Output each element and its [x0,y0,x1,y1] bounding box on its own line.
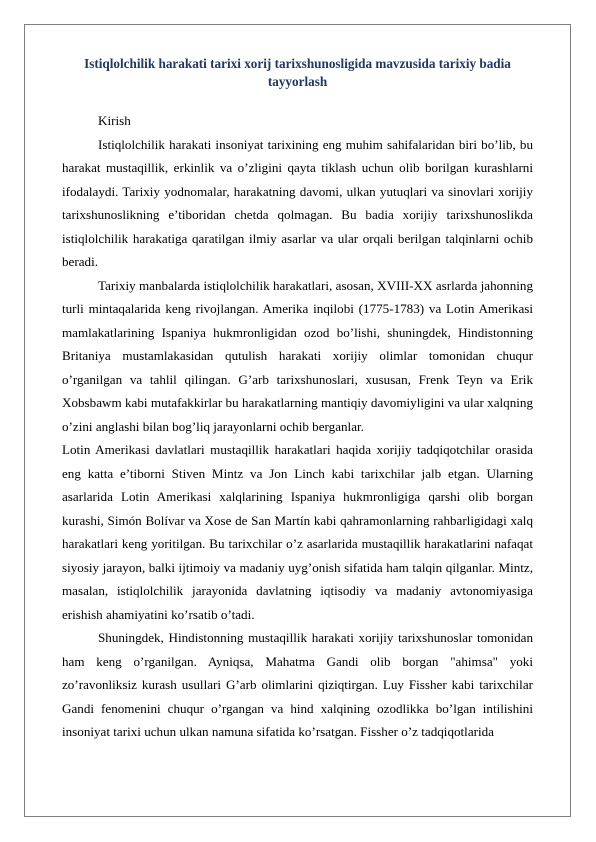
paragraph-latin-america: Lotin Amerikasi davlatlari mustaqillik harakatlari haqida xorijiy tadqiqotchilar orasida eng katta e’tiborni Stiven Mintz va Jon Linch kabi tarixchilar jalb etgan. Ularning asarlarida Lotin Amerikasi xalqlarining Ispaniya hukmronligiga qarshi olib borgan kurashi, Simón Bolívar va Xose de San Martín kabi qahramonlarning rahbarligidagi xalq harakatlari keng yoritilgan. Bu tarixchilar o’z asarlarida mustaqillik harakatlarini nafaqat siyosiy jarayon, balki ijtimoiy va madaniy uyg’onish sifatida ham talqin qilganlar. Mintz, masalan, istiqlolchilik jarayonida davlatning iqtisodiy va madaniy avtonomiyasiga erishish ahamiyatini ko’rsatib o’tadi. [62,442,533,622]
paragraph-intro: Istiqlolchilik harakati insoniyat tarixining eng muhim sahifalaridan biri bo’lib, bu harakat mustaqillik, erkinlik va o’zligini qayta tiklash uchun olib borilgan kurashlarni ifodalaydi. Tarixiy yodnomalar, harakatning davomi, ulkan yutuqlari va sinovlari xorijiy tarixshunoslikning e’tiboridan chetda qolmagan. Bu badia xorijiy tarixshunoslikda istiqlolchilik harakatiga qaratilgan ilmiy asarlar va ular orqali berilgan talqinlarni ochib beradi. [62,136,533,269]
document-body [62,55,533,744]
paragraph-india: Shuningdek, Hindistonning mustaqillik harakati xorijiy tarixshunoslar tomonidan ham keng o’rganilgan. Ayniqsa, Mahatma Gandi olib borgan "ahimsa" yoki zo’ravonliksiz kurash usullari G’arb olimlarini qiziqtirgan. Luy Fissher kabi tarixchilar Gandi fenomenini chuqur o’rgangan va hind xalqining ozodlikka bo’lgan intilishini insoniyat tarixi uchun ulkan namuna sifatida ko’rsatgan. Fissher o’z tadqiqotlarida [62,630,533,739]
section-heading: Kirish [98,113,131,128]
paragraph-historical-sources: Tarixiy manbalarda istiqlolchilik harakatlari, asosan, XVIII-XX asrlarda jahonning turli mintaqalarida keng rivojlangan. Amerika inqilobi (1775-1783) va Lotin Amerikasi mamlakatlarining Ispaniya hukmronligidan ozod bo’lishi, shuningdek, Hindistonning Britaniya mustamlakasidan qutulish harakati xorijiy olimlar tomonidan chuqur o’rganilgan va tahlil qilingan. G’arb tarixshunoslari, xususan, Frenk Teyn va Erik Xobsbawm kabi mutafakkirlar bu harakatlarning mantiqiy davomiyligini va ular xalqning o’zini anglashi bilan bog’liq jarayonlarni ochib berganlar. [62,277,533,434]
document-title: Istiqlolchilik harakati tarixi xorij tarixshunosligida mavzusida tarixiy badia tayyorlash [84,56,511,89]
